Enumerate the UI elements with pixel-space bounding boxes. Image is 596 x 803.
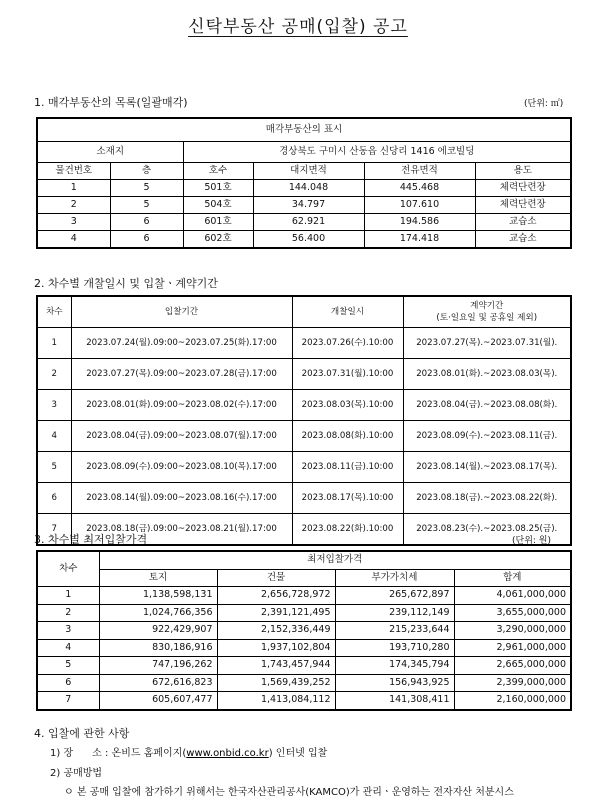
cell: 2023.08.23(수).~2023.08.25(금). — [403, 514, 571, 546]
col-header: 토지 — [99, 569, 217, 587]
bid-location-suffix: ) 인터넷 입찰 — [268, 748, 328, 759]
cell: 1,024,766,356 — [99, 604, 217, 622]
table-row — [37, 692, 571, 710]
price-header-row — [37, 569, 571, 587]
cell: 2,160,000,000 — [454, 692, 571, 710]
col-header: 층 — [110, 163, 183, 180]
section3-unit: (단위: 원) — [512, 536, 551, 546]
cell: 3 — [37, 214, 110, 231]
cell: 34.797 — [253, 197, 364, 214]
cell: 3 — [37, 390, 71, 421]
table-row — [37, 452, 571, 483]
cell: 2023.08.09(수).~2023.08.11(금). — [403, 421, 571, 452]
cell: 1 — [37, 180, 110, 197]
table-row — [37, 483, 571, 514]
table-row — [37, 231, 571, 249]
section4-heading: 4. 입찰에 관한 사항 — [34, 727, 130, 740]
cell: 2023.07.26(수).10:00 — [292, 328, 403, 359]
col-header: 전유면적 — [364, 163, 475, 180]
table-row — [37, 604, 571, 622]
onbid-link[interactable]: www.onbid.co.kr — [186, 748, 269, 759]
col-header: 차수 — [37, 551, 99, 587]
cell: 2023.08.17(목).10:00 — [292, 483, 403, 514]
col-header: 입찰기간 — [71, 296, 292, 328]
cell: 1 — [37, 587, 99, 605]
cell: 2023.08.22(화).10:00 — [292, 514, 403, 546]
table-row — [37, 197, 571, 214]
property-table-title: 매각부동산의 표시 — [37, 118, 571, 142]
cell: 501호 — [183, 180, 253, 197]
cell: 2023.08.14(월).09:00~2023.08.16(수).17:00 — [71, 483, 292, 514]
cell: 2,399,000,000 — [454, 674, 571, 692]
cell: 2023.07.24(월).09:00~2023.07.25(화).17:00 — [71, 328, 292, 359]
cell: 6 — [37, 483, 71, 514]
cell: 2 — [37, 359, 71, 390]
cell: 6 — [37, 674, 99, 692]
cell: 2023.08.08(화).10:00 — [292, 421, 403, 452]
bid-method-bullet: ㅇ 본 공매 입찰에 참가하기 위해서는 한국자산관리공사(KAMCO)가 관리ㆍ운영하는 전자자산 처분시스 — [64, 787, 514, 798]
cell: 4 — [37, 231, 110, 249]
cell: 141,308,411 — [335, 692, 454, 710]
cell: 교습소 — [475, 214, 571, 231]
table-row — [37, 622, 571, 640]
property-list-table — [36, 117, 572, 249]
cell: 1,937,102,804 — [217, 639, 335, 657]
col-header: 개찰일시 — [292, 296, 403, 328]
cell: 215,233,644 — [335, 622, 454, 640]
cell: 2,656,728,972 — [217, 587, 335, 605]
cell: 265,672,897 — [335, 587, 454, 605]
schedule-header-row — [37, 296, 571, 328]
col-header — [403, 296, 571, 328]
cell: 193,710,280 — [335, 639, 454, 657]
cell: 2 — [37, 604, 99, 622]
cell: 3 — [37, 622, 99, 640]
page-title: 신탁부동산 공매(입찰) 공고 — [188, 17, 408, 37]
cell: 601호 — [183, 214, 253, 231]
cell: 1 — [37, 328, 71, 359]
cell: 1,569,439,252 — [217, 674, 335, 692]
table-row — [37, 639, 571, 657]
cell: 6 — [110, 231, 183, 249]
cell: 4 — [37, 421, 71, 452]
col-header: 대지면적 — [253, 163, 364, 180]
section2-heading: 2. 차수별 개찰일시 및 입찰ㆍ계약기간 — [34, 277, 218, 290]
schedule-table — [36, 295, 572, 546]
cell: 2023.08.04(금).09:00~2023.08.07(월).17:00 — [71, 421, 292, 452]
property-header-row — [37, 163, 571, 180]
cell: 2023.07.31(월).10:00 — [292, 359, 403, 390]
table-row — [37, 359, 571, 390]
cell: 2023.07.27(목).09:00~2023.07.28(금).17:00 — [71, 359, 292, 390]
cell: 174.418 — [364, 231, 475, 249]
cell: 2023.08.03(목).10:00 — [292, 390, 403, 421]
location-value: 경상북도 구미시 산동읍 신당리 1416 에코빌딩 — [183, 142, 571, 163]
col-header: 건물 — [217, 569, 335, 587]
col-header: 용도 — [475, 163, 571, 180]
table-row — [37, 657, 571, 675]
col-header: 물건번호 — [37, 163, 110, 180]
cell: 7 — [37, 514, 71, 546]
bid-method-item: 2) 공매방법 — [50, 768, 103, 779]
table-row — [37, 421, 571, 452]
cell: 830,186,916 — [99, 639, 217, 657]
cell: 3,655,000,000 — [454, 604, 571, 622]
cell: 2023.08.18(금).~2023.08.22(화). — [403, 483, 571, 514]
cell: 2,391,121,495 — [217, 604, 335, 622]
cell: 2023.08.11(금).10:00 — [292, 452, 403, 483]
col-header: 합계 — [454, 569, 571, 587]
cell: 2023.07.27(목).~2023.07.31(월). — [403, 328, 571, 359]
cell: 2,961,000,000 — [454, 639, 571, 657]
cell: 1,413,084,112 — [217, 692, 335, 710]
cell: 3,290,000,000 — [454, 622, 571, 640]
table-row — [37, 390, 571, 421]
cell: 62.921 — [253, 214, 364, 231]
group-header: 최저입찰가격 — [99, 551, 571, 569]
cell: 5 — [110, 180, 183, 197]
section1-heading: 1. 매각부동산의 목록(일괄매각) — [34, 96, 188, 109]
table-row — [37, 587, 571, 605]
contract-period-header: 계약기간 — [470, 301, 504, 311]
cell: 6 — [110, 214, 183, 231]
cell: 2,665,000,000 — [454, 657, 571, 675]
min-price-table — [36, 550, 572, 711]
section3-heading: 3. 차수별 최저입찰가격 — [34, 533, 148, 546]
cell: 2023.08.18(금).09:00~2023.08.21(월).17:00 — [71, 514, 292, 546]
cell: 747,196,262 — [99, 657, 217, 675]
cell: 체력단련장 — [475, 197, 571, 214]
table-row — [37, 180, 571, 197]
cell: 4 — [37, 639, 99, 657]
cell: 5 — [37, 452, 71, 483]
cell: 5 — [110, 197, 183, 214]
cell: 1,138,598,131 — [99, 587, 217, 605]
cell: 156,943,925 — [335, 674, 454, 692]
cell: 605,607,477 — [99, 692, 217, 710]
cell: 602호 — [183, 231, 253, 249]
table-row — [37, 328, 571, 359]
cell: 56.400 — [253, 231, 364, 249]
bid-location-item — [50, 744, 327, 759]
table-row — [37, 674, 571, 692]
cell: 174,345,794 — [335, 657, 454, 675]
cell: 1,743,457,944 — [217, 657, 335, 675]
col-header: 차수 — [37, 296, 71, 328]
cell: 교습소 — [475, 231, 571, 249]
cell: 144.048 — [253, 180, 364, 197]
cell: 2 — [37, 197, 110, 214]
location-label: 소재지 — [37, 142, 183, 163]
cell: 체력단련장 — [475, 180, 571, 197]
cell: 7 — [37, 692, 99, 710]
cell: 504호 — [183, 197, 253, 214]
col-header: 부가가치세 — [335, 569, 454, 587]
contract-period-note: (토·일요일 및 공휴일 제외) — [436, 313, 538, 323]
cell: 672,616,823 — [99, 674, 217, 692]
cell: 194.586 — [364, 214, 475, 231]
col-header: 호수 — [183, 163, 253, 180]
bid-location-label: 1) 장 소 : 온비드 홈페이지( — [50, 748, 187, 759]
cell: 2023.08.01(화).~2023.08.03(목). — [403, 359, 571, 390]
cell: 2023.08.14(월).~2023.08.17(목). — [403, 452, 571, 483]
cell: 4,061,000,000 — [454, 587, 571, 605]
cell: 107.610 — [364, 197, 475, 214]
cell: 445.468 — [364, 180, 475, 197]
cell: 922,429,907 — [99, 622, 217, 640]
cell: 239,112,149 — [335, 604, 454, 622]
table-row — [37, 214, 571, 231]
section1-unit: (단위: ㎡) — [524, 99, 564, 109]
cell: 2,152,336,449 — [217, 622, 335, 640]
cell: 2023.08.09(수).09:00~2023.08.10(목).17:00 — [71, 452, 292, 483]
cell: 2023.08.01(화).09:00~2023.08.02(수).17:00 — [71, 390, 292, 421]
cell: 5 — [37, 657, 99, 675]
cell: 2023.08.04(금).~2023.08.08(화). — [403, 390, 571, 421]
